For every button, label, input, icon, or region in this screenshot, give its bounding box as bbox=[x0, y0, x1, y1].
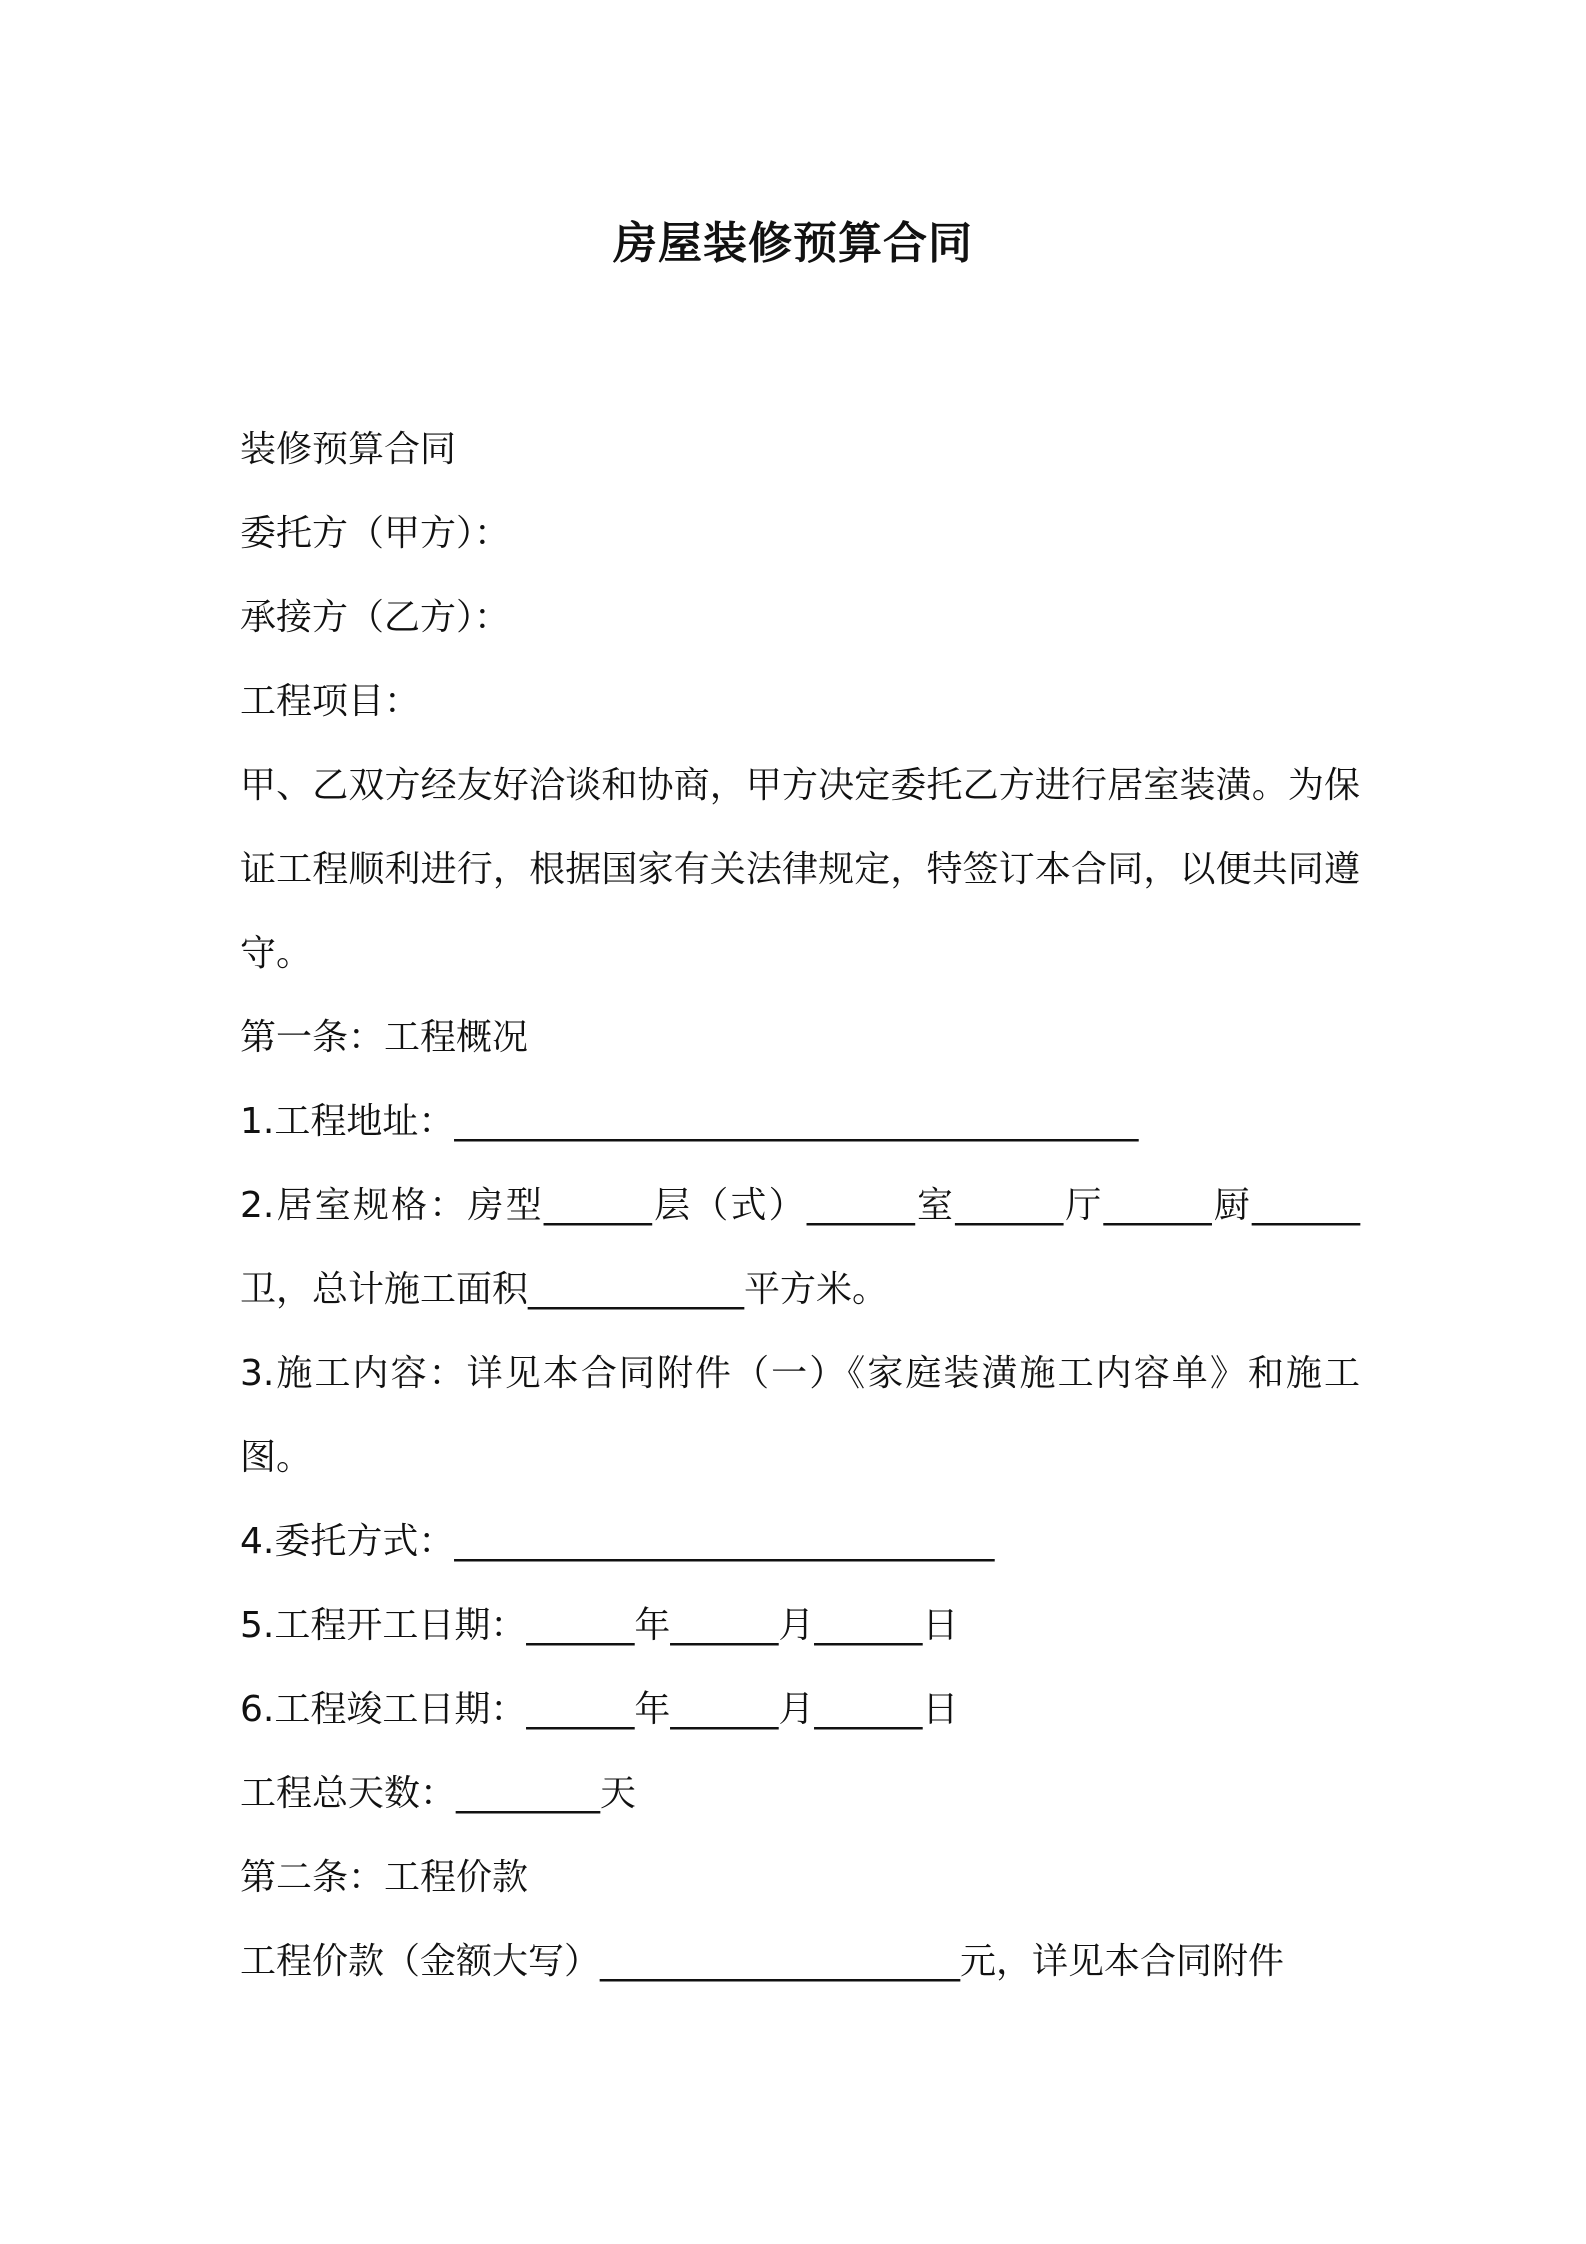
article-2-heading: 第二条：工程价款 bbox=[240, 1857, 529, 1898]
heading-contract-name: 装修预算合同 bbox=[240, 429, 457, 470]
party-b-line: 承接方（乙方）： bbox=[240, 597, 511, 638]
document-body bbox=[240, 408, 1360, 2004]
room-spec-paragraph: 2.居室规格：房型______层（式）______室______厅______厨______卫，总计施工面积____________平方米。 bbox=[240, 1185, 1360, 1310]
project-address-line: 1.工程地址：______________________________________ bbox=[240, 1101, 1139, 1142]
party-a-line: 委托方（甲方）： bbox=[240, 513, 511, 554]
total-days-line: 工程总天数：________天 bbox=[240, 1773, 637, 1814]
completion-date-line: 6.工程竣工日期：______年______月______日 bbox=[240, 1689, 959, 1730]
project-line: 工程项目： bbox=[240, 681, 421, 722]
start-date-line: 5.工程开工日期：______年______月______日 bbox=[240, 1605, 959, 1646]
commission-method-line: 4.委托方式：______________________________ bbox=[240, 1521, 995, 1562]
intro-paragraph: 甲、乙双方经友好洽谈和协商，甲方决定委托乙方进行居室装潢。为保证工程顺利进行，根据国家有关法律规定，特签订本合同，以便共同遵守。 bbox=[240, 765, 1360, 974]
contract-price-line: 工程价款（金额大写）____________________元，详见本合同附件 bbox=[240, 1941, 1285, 1982]
work-content-paragraph: 3.施工内容：详见本合同附件（一）《家庭装潢施工内容单》和施工图。 bbox=[240, 1353, 1360, 1478]
document-title: 房屋装修预算合同 bbox=[613, 218, 973, 269]
article-1-heading: 第一条：工程概况 bbox=[240, 1017, 529, 1058]
